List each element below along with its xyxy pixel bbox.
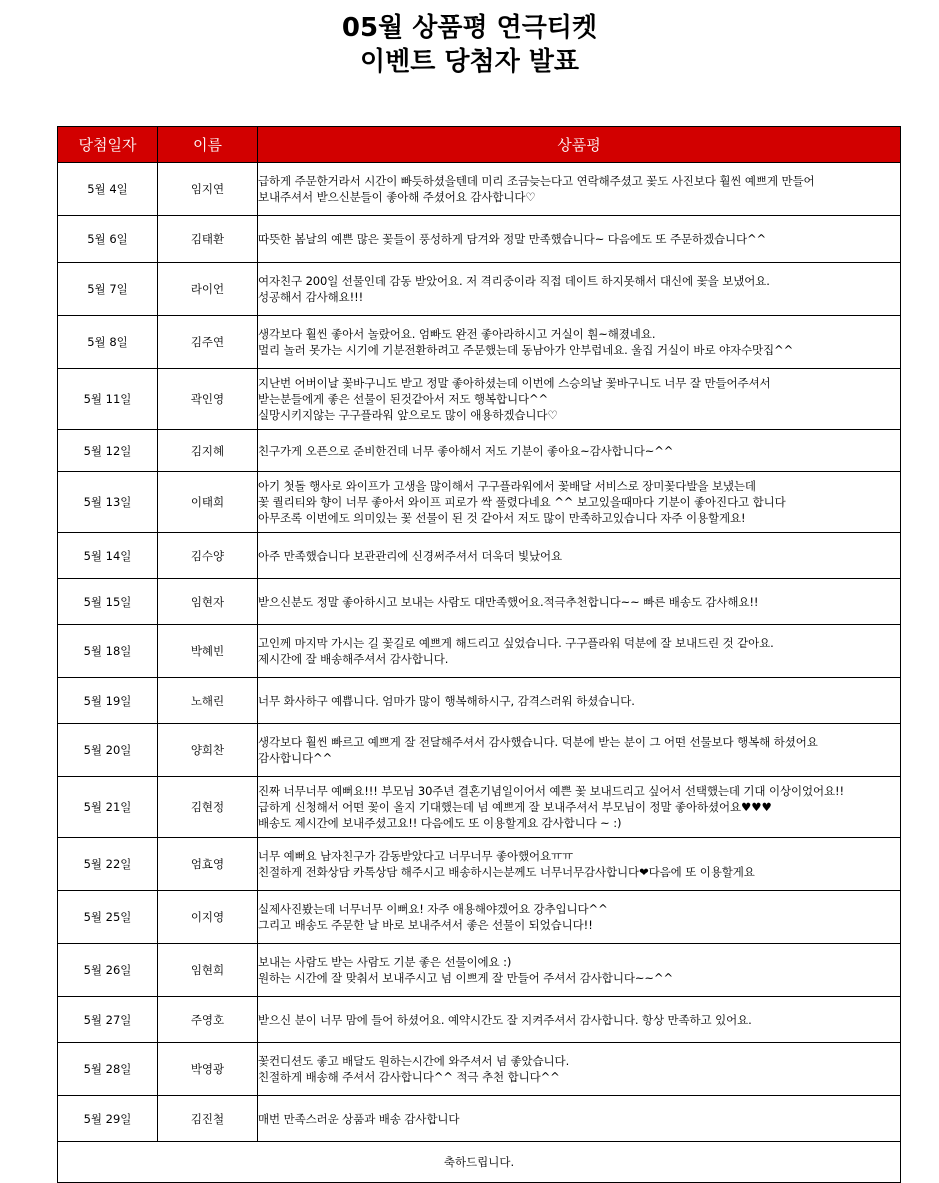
winner-review: 따뜻한 봄날의 예쁜 많은 꽃들이 풍성하게 담겨와 정말 만족했습니다~ 다음에도 또 주문하겠습니다^^ [258,216,901,263]
table-row [58,216,901,263]
table-row [58,472,901,533]
winner-date: 5월 25일 [58,891,158,944]
winner-review: 받으신분도 정말 좋아하시고 보내는 사람도 대만족했어요.적극추천합니다~~ 빠른 배송도 감사해요!! [258,579,901,625]
table-header-row [58,127,901,163]
winner-name: 라이언 [158,263,258,316]
table-row [58,369,901,430]
winner-review: 보내는 사람도 받는 사람도 기분 좋은 선물이에요 :) 원하는 시간에 잘 맞춰서 보내주시고 넘 이쁘게 잘 만들어 주셔서 감사합니다~~^^ [258,944,901,997]
winner-name: 곽인영 [158,369,258,430]
table-row [58,777,901,838]
winner-name: 이태희 [158,472,258,533]
winner-date: 5월 27일 [58,997,158,1043]
winner-date: 5월 8일 [58,316,158,369]
winner-date: 5월 11일 [58,369,158,430]
winner-date: 5월 19일 [58,678,158,724]
winner-name: 엄효영 [158,838,258,891]
winner-review: 매번 만족스러운 상품과 배송 감사합니다 [258,1096,901,1142]
winner-name: 김현정 [158,777,258,838]
table-row [58,678,901,724]
winner-review: 꽃컨디션도 좋고 배달도 원하는시간에 와주셔서 넘 좋았습니다. 친절하게 배송해 주셔서 감사합니다^^ 적극 추천 합니다^^ [258,1043,901,1096]
table-row [58,263,901,316]
winner-date: 5월 12일 [58,430,158,472]
winner-name: 박혜빈 [158,625,258,678]
winner-review: 아기 첫돌 행사로 와이프가 고생을 많이해서 구구플라워에서 꽃배달 서비스로 장미꽃다발을 보냈는데 꽃 퀄리티와 향이 너무 좋아서 와이프 피로가 싹 풀렸다네요 ^^ 보고있을때마다 기분이 좋아진다고 합니다 아무조록 이번에도 의미있는 꽃 선물이 된 것 같아서 저도 많이 만족하고있습니다 자주 이용할게요! [258,472,901,533]
header-date: 당첨일자 [58,127,158,163]
footer-row [58,1142,901,1183]
winner-name: 임지연 [158,163,258,216]
congratulations-text: 축하드립니다. [58,1142,901,1183]
winner-name: 임현희 [158,944,258,997]
page-title-line1: 05월 상품평 연극티켓 [341,13,598,43]
winner-name: 김수양 [158,533,258,579]
winner-review: 여자친구 200일 선물인데 감동 받았어요. 저 격리중이라 직접 데이트 하지못해서 대신에 꽃을 보냈어요. 성공해서 감사해요!!! [258,263,901,316]
winner-name: 이지영 [158,891,258,944]
winner-date: 5월 29일 [58,1096,158,1142]
winner-date: 5월 21일 [58,777,158,838]
winner-date: 5월 22일 [58,838,158,891]
table-row [58,533,901,579]
winner-review: 실제사진봤는데 너무너무 이뻐요! 자주 애용해야겠어요 강추입니다^^ 그리고 배송도 주문한 날 바로 보내주셔서 좋은 선물이 되었습니다!! [258,891,901,944]
table-row [58,838,901,891]
winner-review: 친구가게 오픈으로 준비한건데 너무 좋아해서 저도 기분이 좋아요~감사합니다~^^ [258,430,901,472]
table-row [58,997,901,1043]
winner-date: 5월 28일 [58,1043,158,1096]
winner-date: 5월 14일 [58,533,158,579]
winner-review: 아주 만족했습니다 보관관리에 신경써주셔서 더욱더 빛났어요 [258,533,901,579]
winner-review: 받으신 분이 너무 맘에 들어 하셨어요. 예약시간도 잘 지켜주셔서 감사합니다. 항상 만족하고 있어요. [258,997,901,1043]
winner-review: 너무 화사하구 예쁩니다. 엄마가 많이 행복해하시구, 감격스러워 하셨습니다. [258,678,901,724]
winner-review: 생각보다 훨씬 빠르고 예쁘게 잘 전달해주셔서 감사했습니다. 덕분에 받는 분이 그 어떤 선물보다 행복해 하셨어요 감사합니다^^ [258,724,901,777]
table-row [58,1096,901,1142]
table-row [58,944,901,997]
winner-review: 지난번 어버이날 꽃바구니도 받고 정말 좋아하셨는데 이번에 스승의날 꽃바구니도 너무 잘 만들어주셔서 받는분들에게 좋은 선물이 된것같아서 저도 행복합니다^^ 실망시키지않는 구구플라워 앞으로도 많이 애용하겠습니다♡ [258,369,901,430]
winner-name: 김태환 [158,216,258,263]
table-row [58,625,901,678]
table-row [58,316,901,369]
table-row [58,163,901,216]
winner-name: 노해린 [158,678,258,724]
winner-date: 5월 6일 [58,216,158,263]
table-row [58,891,901,944]
winner-name: 박영광 [158,1043,258,1096]
header-review: 상품평 [258,127,901,163]
winner-date: 5월 4일 [58,163,158,216]
winner-date: 5월 7일 [58,263,158,316]
table-row [58,724,901,777]
winner-name: 임현자 [158,579,258,625]
winner-name: 김지혜 [158,430,258,472]
winner-date: 5월 15일 [58,579,158,625]
winner-date: 5월 20일 [58,724,158,777]
winners-table [57,126,901,1183]
winner-name: 김주연 [158,316,258,369]
page-title-line2: 이벤트 당첨자 발표 [359,47,580,77]
winner-name: 양희찬 [158,724,258,777]
table-row [58,1043,901,1096]
winner-name: 주영호 [158,997,258,1043]
winner-date: 5월 26일 [58,944,158,997]
winner-review: 급하게 주문한거라서 시간이 빠듯하셨을텐데 미리 조금늦는다고 연락해주셨고 꽃도 사진보다 훨씬 예쁘게 만들어 보내주셔서 받으신분들이 좋아해 주셨어요 감사합니다♡ [258,163,901,216]
winner-name: 김진철 [158,1096,258,1142]
winner-date: 5월 18일 [58,625,158,678]
winner-review: 생각보다 훨씬 좋아서 놀랐어요. 엄빠도 완전 좋아라하시고 거실이 훤~해졌네요. 멀리 놀러 못가는 시기에 기분전환하려고 주문했는데 동남아가 안부럽네요. 울집 거실이 바로 야자수맛집^^ [258,316,901,369]
header-name: 이름 [158,127,258,163]
winner-date: 5월 13일 [58,472,158,533]
winner-review: 너무 예뻐요 남자친구가 감동받았다고 너무너무 좋아했어요ㅠㅠ 친절하게 전화상담 카톡상담 해주시고 배송하시는분께도 너무너무감사합니다❤다음에 또 이용할게요 [258,838,901,891]
table-row [58,579,901,625]
table-row [58,430,901,472]
winner-review: 진짜 너무너무 예뻐요!!! 부모님 30주년 결혼기념일이어서 예쁜 꽃 보내드리고 싶어서 선택했는데 기대 이상이었어요!! 급하게 신청해서 어떤 꽃이 올지 기대했는데 넘 예쁘게 잘 보내주셔서 부모님이 정말 좋아하셨어요♥♥♥ 배송도 제시간에 보내주셨고요!! 다음에도 또 이용할게요 감사합니다 ~ :) [258,777,901,838]
winner-review: 고인께 마지막 가시는 길 꽃길로 예쁘게 해드리고 싶었습니다. 구구플라워 덕분에 잘 보내드린 것 같아요. 제시간에 잘 배송해주셔서 감사합니다. [258,625,901,678]
